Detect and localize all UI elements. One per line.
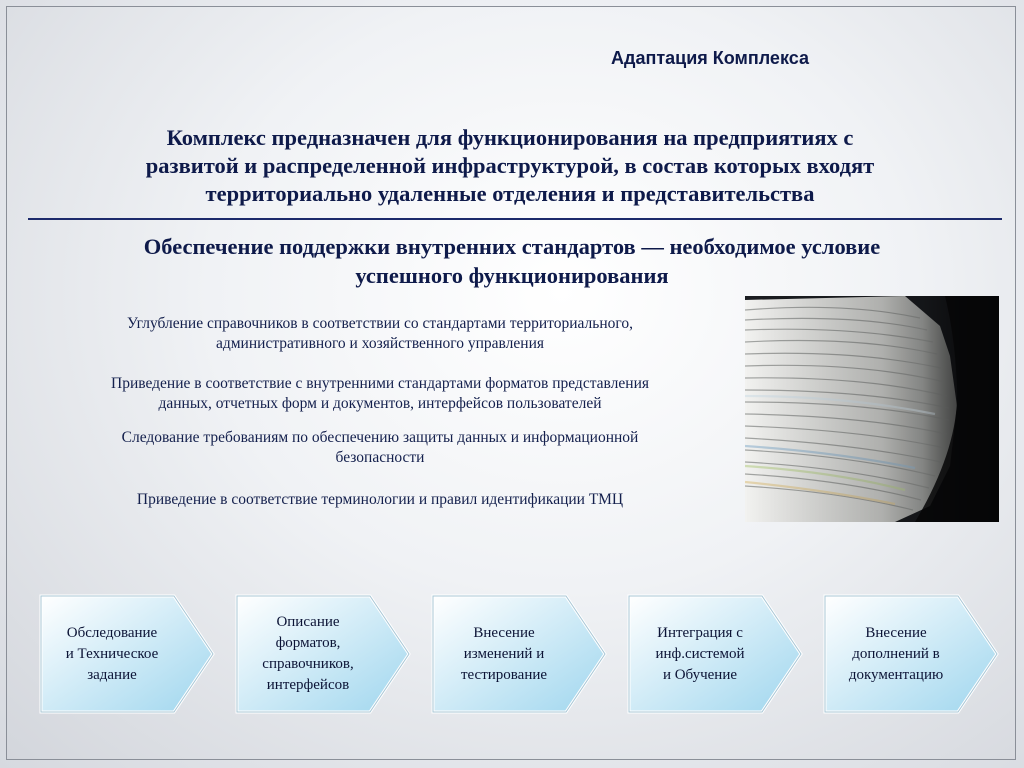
process-step-3 — [429, 593, 609, 715]
step-label-line: задание — [87, 666, 137, 683]
headline-line: территориально удаленные отделения и представительства — [205, 181, 815, 206]
step-label-line: Обследование — [66, 624, 158, 641]
paper-stack-image — [745, 296, 999, 522]
process-step-4 — [625, 593, 805, 715]
step-label-line: инф.системой — [655, 645, 745, 662]
step-label — [821, 593, 971, 715]
bullet-line: безопасности — [335, 449, 425, 466]
step-label-line: Внесение — [473, 624, 535, 641]
process-step-2 — [233, 593, 413, 715]
step-label-line: изменений и — [463, 645, 545, 662]
process-step-5 — [821, 593, 1001, 715]
step-label — [37, 593, 187, 715]
bullet-line: Следование требованиям по обеспечению защиты данных и информационной — [121, 429, 639, 446]
divider — [28, 218, 1002, 220]
step-label-line: и Техническое — [65, 645, 159, 662]
bullet-line: Приведение в соответствие с внутренними стандартами форматов представления — [111, 375, 649, 392]
step-label-line: дополнений в — [852, 645, 940, 662]
step-label-line: форматов, — [275, 635, 341, 651]
step-label-line: и Обучение — [662, 666, 738, 683]
step-label-line: Внесение — [865, 624, 927, 641]
step-label — [233, 593, 383, 715]
step-label-line: интерфейсов — [266, 677, 350, 693]
headline-line: развитой и распределенной инфраструктурой, в состав которых входят — [145, 153, 875, 178]
step-label-line: Описание — [276, 614, 340, 630]
bullet-item — [30, 314, 730, 354]
subhead-line: Обеспечение поддержки внутренних стандартов — необходимое условие — [143, 234, 881, 259]
step-label — [429, 593, 579, 715]
subhead — [20, 232, 1004, 290]
process-step-1 — [37, 593, 217, 715]
paper-stack-photo — [745, 296, 999, 522]
bullet-line: административного и хозяйственного управления — [215, 335, 544, 352]
step-label — [625, 593, 775, 715]
subhead-line: успешного функционирования — [355, 263, 669, 288]
bullet-line: данных, отчетных форм и документов, интерфейсов пользователей — [158, 395, 602, 412]
step-label-line: Интеграция с — [657, 624, 743, 641]
bullet-item — [30, 428, 730, 468]
bullet-line: Приведение в соответствие терминологии и правил идентификации ТМЦ — [136, 491, 624, 508]
section-title: Адаптация Комплекса — [611, 48, 809, 68]
step-label-line: документацию — [848, 666, 944, 683]
bullet-line: Углубление справочников в соответствии со стандартами территориального, — [127, 315, 633, 332]
headline — [30, 124, 990, 208]
step-label-line: справочников, — [262, 656, 354, 672]
bullet-item — [30, 490, 730, 510]
step-label-line: тестирование — [460, 666, 548, 683]
headline-line: Комплекс предназначен для функционирования на предприятиях с — [166, 125, 854, 150]
bullet-item — [30, 374, 730, 414]
